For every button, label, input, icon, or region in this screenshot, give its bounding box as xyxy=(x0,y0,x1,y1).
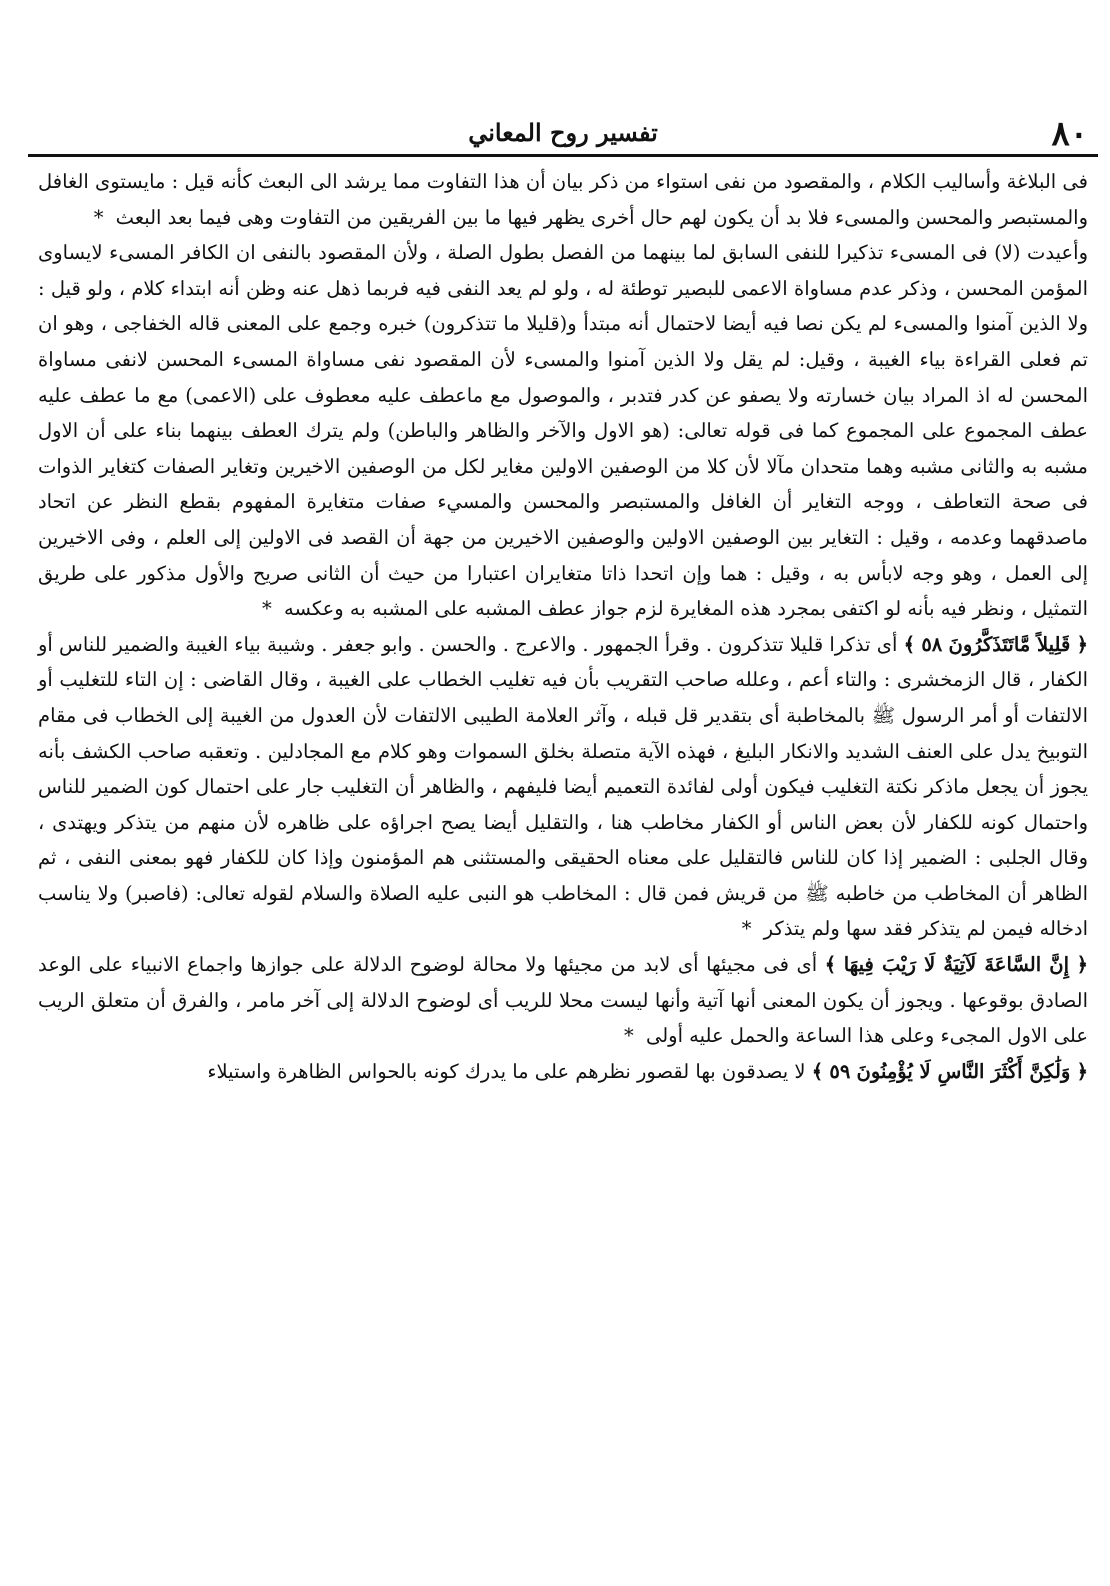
verse-bracket-close: ﴾ xyxy=(811,1059,824,1083)
body-text xyxy=(38,164,1088,1089)
running-title: تفسير روح المعاني xyxy=(468,118,658,147)
paragraph-5 xyxy=(38,1054,1088,1090)
paragraph-text: أى تذكرا قليلا تتذكرون . وقرأ الجمهور . والاعرج . والحسن . وابو جعفر . وشيبة بياء الغيبة والضمير للناس أو الكفار ، قال الزمخشرى : والتاء أعم ، وعلله صاحب التقريب بأن فيه تغليب الخطاب على الغيبة ، وقال القاضى : إن التاء للتغليب أو الالتفات أو أمر الرسول ﷺ بالمخاطبة أى بتقدير قل قبله ، وآثر العلامة الطيبى الالتفات لأن العدول من الغيبة إلى الخطاب فى مقام التوبيخ يدل على العنف الشديد والانكار البليغ ، فهذه الآية متصلة بخلق السموات وهو كلام مع المجادلين . وتعقبه صاحب الكشف بأنه يجوز أن يجعل ماذكر نكتة التغليب فيكون أولى لفائدة التعميم أيضا فليفهم ، والظاهر أن التغليب جار على احتمال كون الضمير للناس واحتمال كونه للكفار لأن بعض الناس أو الكفار مخاطب هنا ، والتقليل أيضا يصح اجراؤه على ظاهره لأن منهم من يتذكر ويهتدى ، وقال الجلبى : الضمير إذا كان للناس فالتقليل على معناه الحقيقى والمستثنى هم المؤمنون وإذا كان للكفار فهو بمعنى النفى ، ثم الظاهر أن المخاطب من خاطبه ﷺ من قريش فمن قال : المخاطب هو النبى عليه الصلاة والسلام لقوله تعالى: (فاصبر) ولا يناسب ادخاله فيمن لم يتذكر فقد سها ولم يتذكر xyxy=(38,632,1088,941)
paragraph-text: أى فى مجيئها أى لابد من مجيئها ولا محالة لوضوح الدلالة على جوازها واجماع الانبياء على الوعد الصادق بوقوعها . ويجوز أن يكون المعنى أنها آتية وأنها ليست محلا للريب أى لوضوح الدلالة إلى آخر مامر ، والفرق أن متعلق الريب على الاول المجىء وعلى هذا الساعة والحمل عليه أولى xyxy=(38,953,1088,1048)
page xyxy=(28,110,1098,1510)
paragraph-2 xyxy=(38,235,1088,627)
verse-number: ٥٨ xyxy=(921,632,943,656)
quran-verse: وَلَٰكِنَّ أَكْثَرَ النَّاسِ لَا يُؤْمِنُونَ xyxy=(856,1059,1071,1083)
quran-verse: إِنَّ السَّاعَةَ لَآتِيَةٌ لَا رَيْبَ فِيهَا xyxy=(843,953,1070,977)
verse-number: ٥٩ xyxy=(829,1059,851,1083)
end-mark: * xyxy=(93,205,104,229)
paragraph-text: فى البلاغة وأساليب الكلام ، والمقصود من نفى استواء من ذكر بيان أن هذا التفاوت مما يرشد الى البعث كأنه قيل : مايستوى الغافل والمستبصر والمحسن والمسىء فلا بد أن يكون لهم حال أخرى يظهر فيها ما بين الفريقين من التفاوت وهى فيما بعد البعث xyxy=(38,170,1088,229)
paragraph-4 xyxy=(38,947,1088,1054)
end-mark: * xyxy=(741,917,752,941)
paragraph-3 xyxy=(38,627,1088,947)
end-mark: * xyxy=(262,597,272,621)
verse-bracket-close: ﴾ xyxy=(824,953,837,977)
page-header xyxy=(28,110,1098,152)
paragraph-1 xyxy=(38,164,1088,235)
verse-bracket-open: ﴿ xyxy=(1076,1059,1088,1083)
verse-bracket-close: ﴾ xyxy=(903,632,916,656)
verse-bracket-open: ﴿ xyxy=(1076,632,1088,656)
paragraph-text: لا يصدقون بها لقصور نظرهم على ما يدرك كونه بالحواس الظاهرة واستيلاء xyxy=(207,1059,806,1083)
quran-verse: قَلِيلاً مَّاتَتَذَكَّرُونَ xyxy=(948,632,1071,656)
verse-bracket-open: ﴿ xyxy=(1076,953,1088,977)
paragraph-text: وأعيدت (لا) فى المسىء تذكيرا للنفى السابق لما بينهما من الفصل بطول الصلة ، ولأن المقصود بالنفى ان الكافر المسىء لايساوى المؤمن المحسن ، وذكر عدم مساواة الاعمى للبصير توطئة له ، ولو لم يعد النفى فيه فربما ذهل عنه وظن أنه ابتداء كلام ، ولو قيل : ولا الذين آمنوا والمسىء لم يكن نصا فيه أيضا لاحتمال أنه مبتدأ و(قليلا ما تتذكرون) خبره وجمع على المعنى قاله الخفاجى ، وهو ان تم فعلى القراءة بياء الغيبة ، وقيل: لم يقل ولا الذين آمنوا والمسىء لأن المقصود نفى مساواة المسىء المحسن لانفى مساواة المحسن له اذ المراد بيان خسارته ولا يصفو عن كدر فتدبر ، والموصول مع ماعطف عليه معطوف على (الاعمى) مع ما عطف عليه عطف المجموع على المجموع كما فى قوله تعالى: (هو الاول والآخر والظاهر والباطن) ولم يترك العطف بينهما بناء على أن الاول مشبه به والثانى مشبه وهما متحدان مآلا لأن كلا من الوصفين الاولين مغاير لكل من الوصفين الاخيرين وتغاير الصفات كتغاير الذوات فى صحة التعاطف ، ووجه التغاير أن الغافل والمستبصر والمحسن والمسيء صفات متغايرة المفهوم بقطع النظر عن اتحاد ماصدقهما وعدمه ، وقيل : التغاير بين الوصفين الاولين والوصفين الاخيرين من جهة أن القصد فى الاولين إلى العلم ، وفى الاخيرين إلى العمل ، وهو وجه لابأس به ، وقيل : هما وإن اتحدا ذاتا متغايران اعتبارا من حيث أن الثانى صريح والأول مذكور على طريق التمثيل ، ونظر فيه بأنه لو اكتفى بمجرد هذه المغايرة لزم جواز عطف المشبه على المشبه به وعكسه xyxy=(38,241,1088,621)
end-mark: * xyxy=(624,1024,634,1048)
page-number: ٨٠ xyxy=(1051,114,1088,154)
header-rule xyxy=(28,154,1098,157)
